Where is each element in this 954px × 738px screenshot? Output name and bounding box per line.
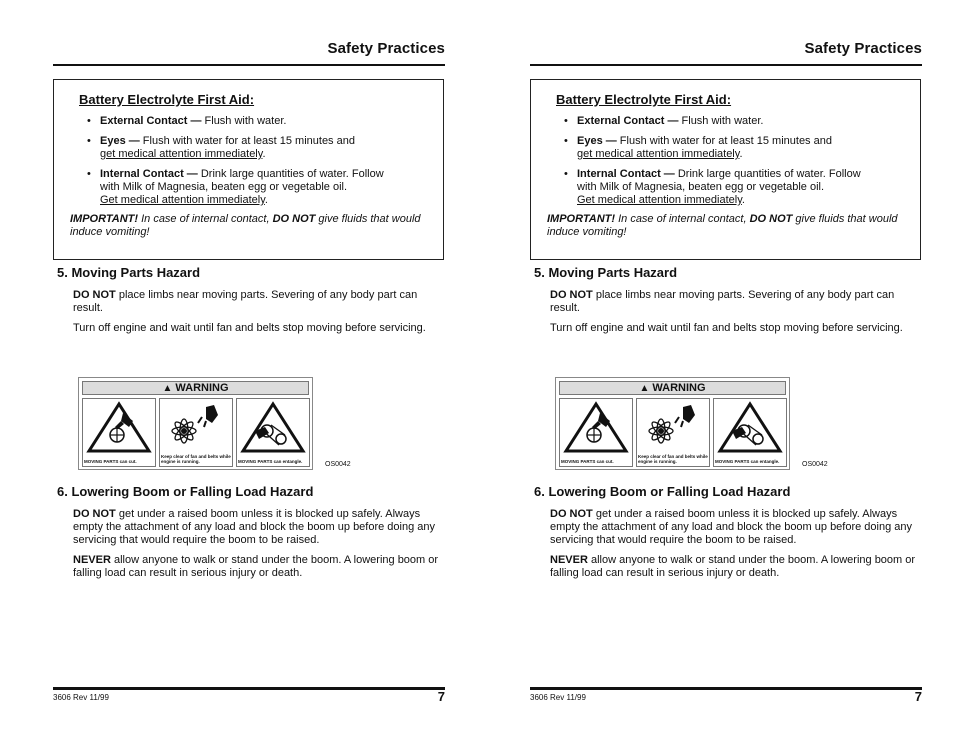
- first-aid-list: [87, 115, 427, 214]
- important-bold: DO NOT: [749, 213, 793, 225]
- bullet-icon: •: [87, 135, 91, 147]
- decal-caption: Keep clear of fan and belts while engine is running.: [161, 454, 231, 464]
- first-aid-item: [87, 115, 427, 128]
- decal-panel-fan: [636, 398, 710, 467]
- emphasis-label: DO NOT: [550, 289, 593, 301]
- emphasis-label: NEVER: [73, 554, 111, 566]
- emphasis-label: DO NOT: [73, 289, 116, 301]
- section-heading-moving-parts: 5. Moving Parts Hazard: [534, 265, 678, 280]
- item-label: Eyes —: [100, 135, 140, 147]
- warning-label: WARNING: [175, 382, 229, 394]
- important-text-end: give fluids that would induce vomiting!: [70, 213, 421, 238]
- decal-panel-entangle: [236, 398, 310, 467]
- item-text: Flush with water.: [678, 115, 764, 127]
- decal-code: OS0042: [325, 461, 351, 468]
- paragraph-text: get under a raised boom unless it is blocked up safely. Always empty the attachment of any load and block the boom up before doing any servicing that would require the boom to be raised.: [73, 508, 436, 546]
- first-aid-item: [87, 168, 427, 207]
- section-heading-falling-load: 6. Lowering Boom or Falling Load Hazard: [57, 484, 314, 499]
- moving-parts-paragraph-2: Turn off engine and wait until fan and belts stop moving before servicing.: [550, 322, 903, 334]
- item-text: Drink large quantities of water. Follow: [197, 168, 384, 180]
- item-label: Eyes —: [577, 135, 617, 147]
- footer-doc-revision: 3606 Rev 11/99: [53, 693, 109, 702]
- header-rule: [53, 64, 445, 66]
- item-emphasis: get medical attention immediately: [577, 148, 740, 160]
- moving-parts-paragraph-2: Turn off engine and wait until fan and belts stop moving before servicing.: [73, 322, 426, 334]
- item-text: Flush with water.: [201, 115, 287, 127]
- decal-panel-cut: [559, 398, 633, 467]
- manual-page-right: [530, 0, 922, 738]
- item-label: Internal Contact —: [577, 168, 675, 180]
- warning-triangle-icon: ▲: [162, 383, 173, 394]
- item-label: External Contact —: [100, 115, 202, 127]
- warning-label: WARNING: [652, 382, 706, 394]
- important-note: [70, 213, 430, 239]
- item-tail: .: [739, 148, 743, 160]
- paragraph-text: allow anyone to walk or stand under the boom. A lowering boom or falling load can result in serious injury or death.: [73, 554, 439, 579]
- falling-load-paragraph-2: [550, 554, 922, 580]
- item-text: Flush with water for at least 15 minutes and: [139, 135, 355, 147]
- fan-belt-hazard-icon: [162, 401, 230, 453]
- item-text: Flush with water for at least 15 minutes and: [616, 135, 832, 147]
- paragraph-text: allow anyone to walk or stand under the boom. A lowering boom or falling load can result in serious injury or death.: [550, 554, 916, 579]
- decal-panel-entangle: [713, 398, 787, 467]
- footer-rule: [530, 687, 922, 690]
- manual-page-left: [53, 0, 445, 738]
- important-label: IMPORTANT!: [70, 213, 139, 225]
- bullet-icon: •: [87, 115, 91, 127]
- important-bold: DO NOT: [272, 213, 316, 225]
- item-tail: .: [262, 148, 266, 160]
- emphasis-label: DO NOT: [550, 508, 593, 520]
- item-tail: .: [264, 194, 268, 206]
- paragraph-text: place limbs near moving parts. Severing of any body part can result.: [73, 289, 418, 314]
- bullet-icon: •: [87, 168, 91, 180]
- section-heading-falling-load: 6. Lowering Boom or Falling Load Hazard: [534, 484, 791, 499]
- emphasis-label: NEVER: [550, 554, 588, 566]
- item-text-line2: with Milk of Magnesia, beaten egg or vegetable oil.: [577, 181, 825, 193]
- moving-parts-paragraph-1: [550, 289, 922, 315]
- hand-cut-hazard-icon: [562, 401, 630, 453]
- section-heading-moving-parts: 5. Moving Parts Hazard: [57, 265, 201, 280]
- decal-panel-fan: [159, 398, 233, 467]
- first-aid-box: [53, 79, 444, 260]
- first-aid-item: [564, 115, 904, 128]
- item-text-line2: with Milk of Magnesia, beaten egg or vegetable oil.: [100, 181, 348, 193]
- hand-cut-hazard-icon: [85, 401, 153, 453]
- item-tail: .: [741, 194, 745, 206]
- first-aid-box: [530, 79, 921, 260]
- fan-belt-hazard-icon: [639, 401, 707, 453]
- item-emphasis: get medical attention immediately: [100, 148, 263, 160]
- first-aid-item: [564, 168, 904, 207]
- entangle-hazard-icon: [716, 401, 784, 453]
- falling-load-paragraph-1: [73, 508, 445, 547]
- decal-caption: MOVING PARTS can cut.: [84, 459, 137, 464]
- first-aid-title: Battery Electrolyte First Aid:: [79, 92, 255, 107]
- item-text: Drink large quantities of water. Follow: [674, 168, 861, 180]
- warning-banner: [82, 381, 309, 395]
- first-aid-item: [87, 135, 427, 161]
- entangle-hazard-icon: [239, 401, 307, 453]
- item-emphasis: Get medical attention immediately: [100, 194, 265, 206]
- paragraph-text: place limbs near moving parts. Severing of any body part can result.: [550, 289, 895, 314]
- important-text-end: give fluids that would induce vomiting!: [547, 213, 898, 238]
- bullet-icon: •: [564, 135, 568, 147]
- paragraph-text: get under a raised boom unless it is blocked up safely. Always empty the attachment of any load and block the boom up before doing any servicing that would require the boom to be raised.: [550, 508, 913, 546]
- emphasis-label: DO NOT: [73, 508, 116, 520]
- important-label: IMPORTANT!: [547, 213, 616, 225]
- page-number: 7: [437, 689, 445, 704]
- decal-code: OS0042: [802, 461, 828, 468]
- first-aid-list: [564, 115, 904, 214]
- important-text: In case of internal contact,: [615, 213, 750, 225]
- item-emphasis: Get medical attention immediately: [577, 194, 742, 206]
- page-header-title: Safety Practices: [804, 40, 922, 57]
- warning-triangle-icon: ▲: [639, 383, 650, 394]
- falling-load-paragraph-2: [73, 554, 445, 580]
- warning-decal: [78, 377, 313, 470]
- decal-caption: MOVING PARTS can entangle.: [715, 459, 780, 464]
- page-header-title: Safety Practices: [327, 40, 445, 57]
- footer-rule: [53, 687, 445, 690]
- warning-decal: [555, 377, 790, 470]
- bullet-icon: •: [564, 168, 568, 180]
- footer-doc-revision: 3606 Rev 11/99: [530, 693, 586, 702]
- bullet-icon: •: [564, 115, 568, 127]
- moving-parts-paragraph-1: [73, 289, 445, 315]
- decal-panel-cut: [82, 398, 156, 467]
- first-aid-title: Battery Electrolyte First Aid:: [556, 92, 732, 107]
- important-note: [547, 213, 907, 239]
- decal-caption: MOVING PARTS can cut.: [561, 459, 614, 464]
- decal-caption: Keep clear of fan and belts while engine is running.: [638, 454, 708, 464]
- falling-load-paragraph-1: [550, 508, 922, 547]
- warning-banner: [559, 381, 786, 395]
- item-label: External Contact —: [577, 115, 679, 127]
- first-aid-item: [564, 135, 904, 161]
- decal-caption: MOVING PARTS can entangle.: [238, 459, 303, 464]
- important-text: In case of internal contact,: [138, 213, 273, 225]
- item-label: Internal Contact —: [100, 168, 198, 180]
- header-rule: [530, 64, 922, 66]
- page-number: 7: [914, 689, 922, 704]
